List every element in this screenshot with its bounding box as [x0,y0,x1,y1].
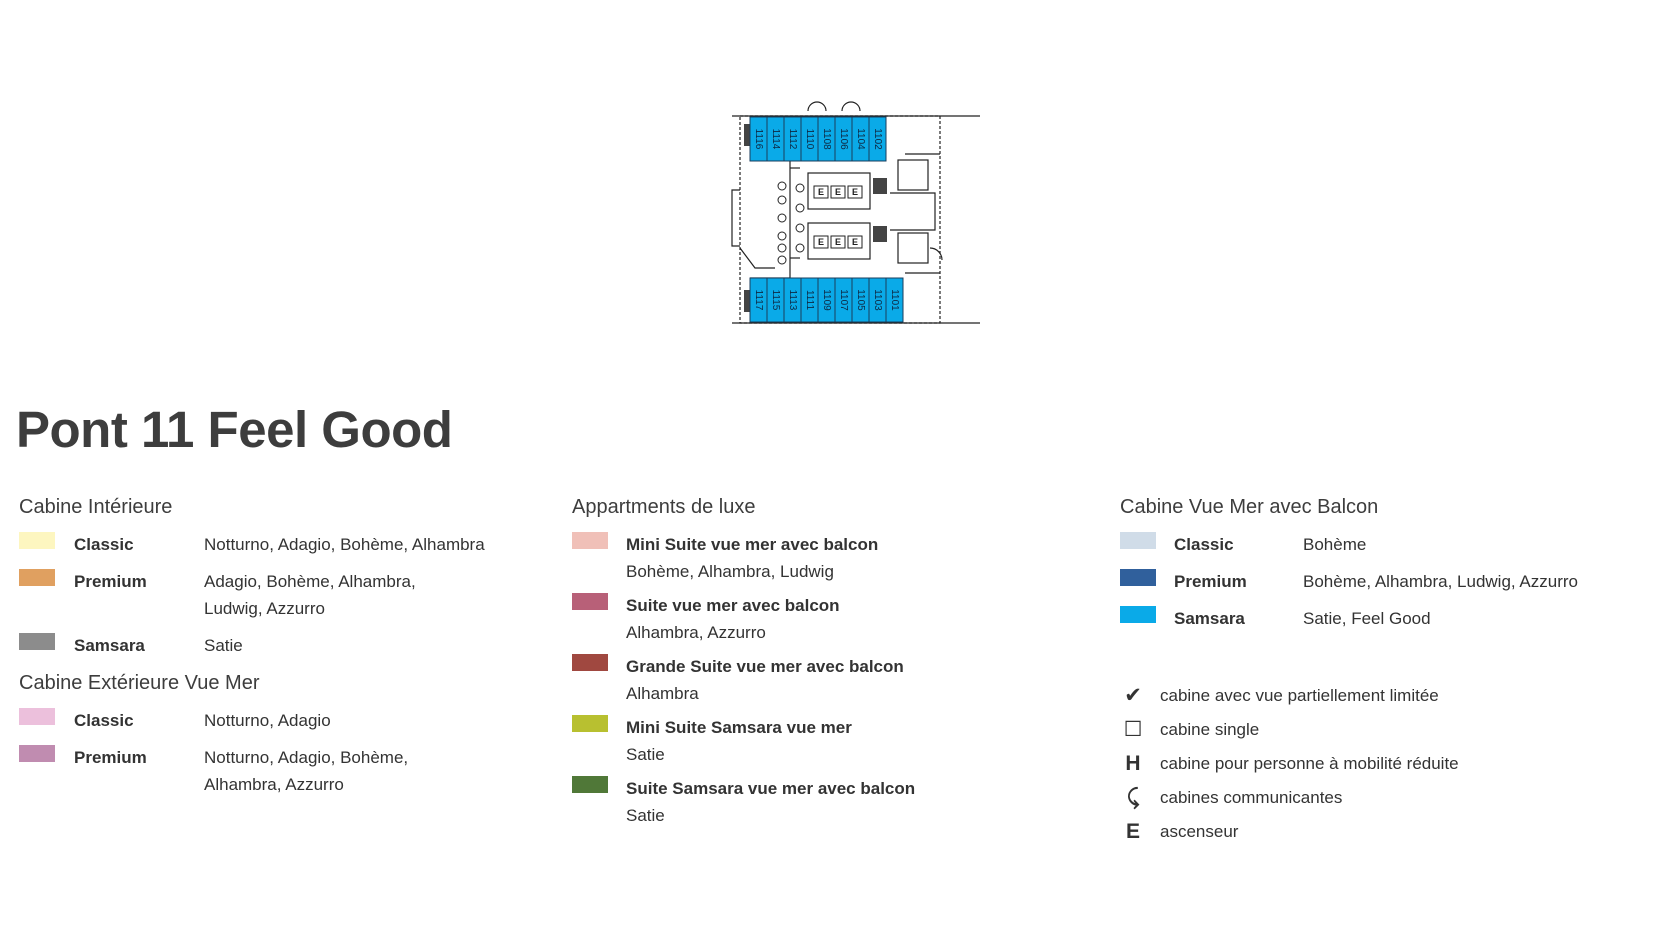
connecting-icon: ⤹ [1126,786,1140,809]
ship-list: Satie [626,745,665,764]
ship-list-cont: Ludwig, Azzurro [204,599,325,618]
cabins-bottom [750,278,903,322]
ship-list: Satie [204,636,243,655]
elevator-label: E [834,236,842,247]
ship-list: Notturno, Adagio [204,711,331,730]
connecting-icon [842,102,860,111]
color-swatch [19,532,55,549]
category-name: Suite vue mer avec balcon [626,596,840,615]
category-name: Mini Suite vue mer avec balcon [626,535,879,554]
cabin-number: 1117 [752,289,764,311]
legend-column-balcony [1120,495,1660,642]
elevator-label: E [817,236,825,247]
legend-row [19,568,539,622]
legend-row [572,653,1022,707]
cabin-number: 1108 [820,128,832,150]
accessible-icon: H [1125,752,1141,775]
legend-row [1120,568,1660,595]
legend-row [19,531,539,558]
color-swatch [19,569,55,586]
category-name: Samsara [1174,609,1245,628]
section-title-luxury: Appartments de luxe [572,496,756,518]
legend-row [19,632,539,659]
category-name: Samsara [74,636,145,655]
elevator-label: E [817,186,825,197]
cabin-number: 1101 [888,289,900,311]
category-name: Mini Suite Samsara vue mer [626,718,852,737]
cabin-number: 1114 [769,128,781,150]
ship-list: Bohème, Alhambra, Ludwig [626,562,834,581]
ship-list: Alhambra, Azzurro [626,623,766,642]
ship-list: Alhambra [626,684,699,703]
legend-text: ascenseur [1160,822,1239,841]
category-name: Premium [1174,572,1247,591]
color-swatch [1120,606,1156,623]
legend-row [572,775,1022,829]
legend-item [1120,819,1640,853]
symbol-legend [1120,683,1640,853]
legend-row [19,744,539,798]
color-swatch [1120,569,1156,586]
ship-list: Bohème, Alhambra, Ludwig, Azzurro [1303,572,1578,591]
stairs-icon [744,124,750,146]
deck-plan [730,98,980,350]
color-swatch [572,532,608,549]
single-cabin-icon: ☐ [1123,718,1143,741]
legend-text: cabines communicantes [1160,788,1343,807]
legend-item [1120,785,1640,819]
section-title-balcony: Cabine Vue Mer avec Balcon [1120,496,1379,518]
cabins-top [750,117,886,161]
ship-list: Bohème [1303,535,1367,554]
elevators [814,186,862,248]
elevator-label: E [851,236,859,247]
cabin-number: 1111 [803,289,815,311]
page-title: Pont 11 Feel Good [16,401,453,458]
cabin-number: 1106 [837,128,849,150]
color-swatch [19,633,55,650]
cabin-number: 1105 [854,289,866,311]
ship-list: Notturno, Adagio, Bohème, [204,748,409,767]
cabin-number: 1109 [820,289,832,311]
legend-item [1120,683,1640,717]
category-name: Suite Samsara vue mer avec balcon [626,779,916,798]
legend-item [1120,751,1640,785]
check-icon: ✔ [1124,684,1142,707]
cabin-number: 1110 [803,128,815,150]
color-swatch [19,708,55,725]
legend-row [572,592,1022,646]
section-title-exterior: Cabine Extérieure Vue Mer [19,672,260,694]
category-name: Premium [74,572,147,591]
legend-row [19,707,539,734]
color-swatch [572,593,608,610]
cabin-number: 1116 [752,128,764,150]
cabin-number: 1102 [871,128,883,150]
cabin-number: 1103 [871,289,883,311]
legend-column-luxury [572,495,1022,836]
category-name: Classic [1174,535,1234,554]
color-swatch [572,654,608,671]
legend-text: cabine pour personne à mobilité réduite [1160,754,1459,773]
legend-text: cabine single [1160,720,1260,739]
elevator-label: E [851,186,859,197]
stairs-icon [873,178,887,194]
category-name: Grande Suite vue mer avec balcon [626,657,904,676]
legend-row [572,531,1022,585]
stairs-icon [873,226,887,242]
elevator-label: E [834,186,842,197]
ship-list: Adagio, Bohème, Alhambra, [204,572,416,591]
cabin-number: 1113 [786,289,798,311]
ship-list-cont: Alhambra, Azzurro [204,775,344,794]
legend-column-interior [19,495,539,808]
category-name: Classic [74,711,134,730]
legend-row [1120,531,1660,558]
cabin-number: 1112 [786,128,798,150]
legend-row [1120,605,1660,632]
category-name: Premium [74,748,147,767]
color-swatch [572,776,608,793]
legend-item [1120,717,1640,751]
cabin-number: 1107 [837,289,849,311]
color-swatch [572,715,608,732]
ship-list: Notturno, Adagio, Bohème, Alhambra [204,535,485,554]
category-name: Classic [74,535,134,554]
section-title-interior: Cabine Intérieure [19,496,173,518]
legend-row [572,714,1022,768]
cabin-number: 1115 [769,289,781,311]
color-swatch [1120,532,1156,549]
color-swatch [19,745,55,762]
elevator-icon: E [1125,820,1140,843]
stairs-icon [744,290,750,312]
legend-text: cabine avec vue partiellement limitée [1160,686,1439,705]
connecting-icon [808,102,826,111]
ship-list: Satie [626,806,665,825]
cabin-number: 1104 [854,128,866,150]
ship-list: Satie, Feel Good [1303,609,1431,628]
